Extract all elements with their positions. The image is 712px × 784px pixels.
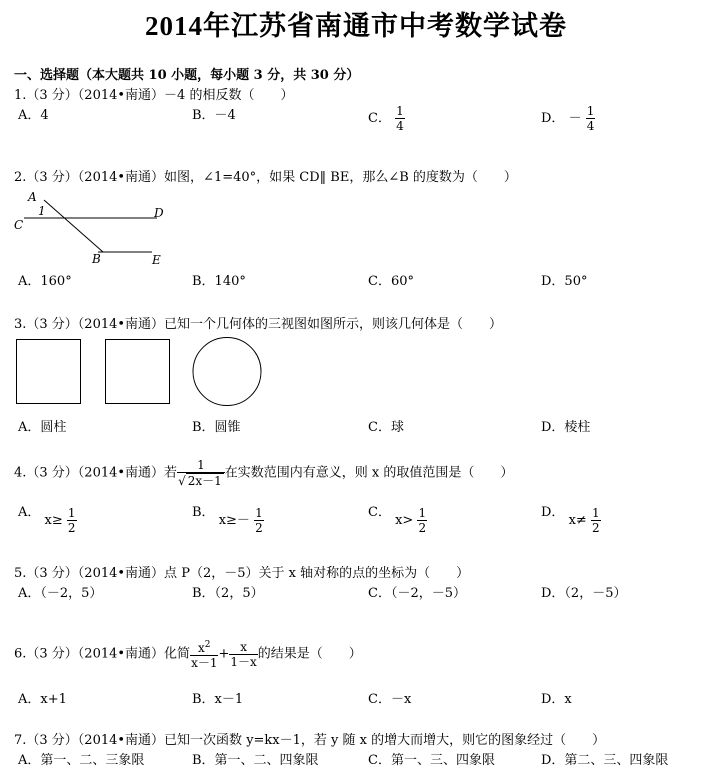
front-view-square xyxy=(17,340,81,404)
q4-c-expr: x> xyxy=(395,513,414,528)
label-b: B xyxy=(92,252,101,266)
q4-option-a xyxy=(18,498,77,535)
q2-option-a: A．160° xyxy=(18,274,72,289)
question-3-stem: 3.（3 分）（2014•南通）已知一个几何体的三视图如图所示，则该几何体是（ ） xyxy=(14,317,503,332)
label-a: A xyxy=(28,190,37,204)
q4-b-expr: x≥－ xyxy=(218,513,250,528)
q4-b-label: B． xyxy=(192,505,215,520)
q2-option-b: B．140° xyxy=(192,274,246,289)
q4-radical-fraction xyxy=(177,458,225,488)
q1-d-sign: － xyxy=(568,111,582,126)
label-1: 1 xyxy=(38,204,46,218)
q4-c-den: 2 xyxy=(418,521,427,535)
q4-c-label: C． xyxy=(368,505,391,520)
q1-c-num: 1 xyxy=(396,104,404,118)
q4-d-num: 1 xyxy=(591,506,600,520)
section-heading: 一、选择题（本大题共 10 小题，每小题 3 分，共 30 分） xyxy=(14,68,360,83)
exam-title: 2014年江苏省南通市中考数学试卷 xyxy=(145,11,567,41)
q5-option-d: D．（2，－5） xyxy=(541,586,627,601)
side-view-square xyxy=(106,340,170,404)
q4-option-b xyxy=(192,498,264,535)
q4-stem-post: 在实数范围内有意义，则 x 的取值范围是（ ） xyxy=(224,465,514,481)
q7-option-a: A．第一、二、三象限 xyxy=(18,753,145,768)
q4-radicand: 2x－1 xyxy=(187,474,222,488)
q1-d-den: 4 xyxy=(586,119,595,133)
q6-stem-post: 的结果是（ ） xyxy=(257,646,362,662)
transversal-ab xyxy=(44,200,103,252)
q6-stem-pre: 6.（3 分）（2014•南通）化简 xyxy=(14,646,191,662)
q3-option-d: D．棱柱 xyxy=(541,420,591,435)
q6-f2-den: 1－x xyxy=(230,654,257,669)
q1-d-label: D． xyxy=(541,111,565,126)
q4-b-fraction xyxy=(254,506,264,535)
q4-d-den: 2 xyxy=(591,521,600,535)
q6-fraction-1 xyxy=(190,638,218,670)
q4-d-label: D． xyxy=(541,505,565,520)
q4-a-num: 1 xyxy=(67,506,76,520)
q1-d-num: 1 xyxy=(586,104,595,118)
q2-figure xyxy=(12,188,172,268)
q6-option-d: D．x xyxy=(541,692,572,707)
q5-option-b: B．（2，5） xyxy=(192,586,264,601)
q4-c-fraction xyxy=(417,506,427,535)
q4-option-d xyxy=(541,498,601,535)
q1-option-a: A．4 xyxy=(18,108,49,123)
q4-frac-den: √ 2x－1 xyxy=(177,472,225,488)
q4-frac-num: 1 xyxy=(197,458,205,472)
q4-a-den: 2 xyxy=(67,521,76,535)
q1-option-b: B．－4 xyxy=(192,108,236,123)
q6-option-b: B．x－1 xyxy=(192,692,244,707)
q4-b-num: 1 xyxy=(255,506,263,520)
q4-c-num: 1 xyxy=(418,506,427,520)
q4-b-den: 2 xyxy=(255,521,263,535)
q7-option-b: B．第一、二、四象限 xyxy=(192,753,319,768)
question-4-stem xyxy=(14,458,513,488)
q4-a-expr: x≥ xyxy=(44,513,63,528)
question-7-stem: 7.（3 分）（2014•南通）已知一次函数 y=kx－1，若 y 随 x 的增大而增大，则它的图象经过（ ） xyxy=(14,733,606,748)
q3-option-c: C．球 xyxy=(368,420,404,435)
question-2-stem: 2.（3 分）（2014•南通）如图，∠1=40°，如果 CD‖ BE，那么∠B 的度数为（ ） xyxy=(14,170,517,185)
question-1-stem: 1.（3 分）（2014•南通）－4 的相反数（ ） xyxy=(14,88,294,103)
q6-f1-den: x－1 xyxy=(191,656,218,670)
top-view-circle xyxy=(193,338,261,406)
q1-c-label: C． xyxy=(368,111,391,126)
q6-option-c: C．－x xyxy=(368,692,412,707)
q6-fraction-2 xyxy=(229,640,257,669)
q4-d-expr: x≠ xyxy=(568,513,587,528)
q2-option-d: D．50° xyxy=(541,274,588,289)
q3-option-a: A．圆柱 xyxy=(18,420,67,435)
q4-a-fraction xyxy=(67,506,77,535)
q6-f1-exponent: 2 xyxy=(204,640,211,650)
q7-option-d: D．第二、三、四象限 xyxy=(541,753,669,768)
q2-option-c: C．60° xyxy=(368,274,414,289)
q5-option-c: C．（－2，－5） xyxy=(368,586,466,601)
label-d: D xyxy=(154,206,164,220)
q4-a-label: A． xyxy=(18,505,41,520)
q6-f2-num: x xyxy=(240,639,247,654)
q6-plus: + xyxy=(218,646,230,662)
q3-option-b: B．圆锥 xyxy=(192,420,241,435)
q4-option-c xyxy=(368,498,427,535)
q1-d-fraction xyxy=(586,104,596,133)
q7-option-c: C．第一、三、四象限 xyxy=(368,753,495,768)
question-5-stem: 5.（3 分）（2014•南通）点 P（2，－5）关于 x 轴对称的点的坐标为（ ） xyxy=(14,566,470,581)
q1-option-c xyxy=(368,104,405,133)
q1-c-den: 4 xyxy=(396,119,404,133)
q6-f1-num: $x^2$ xyxy=(198,640,211,655)
q1-option-d xyxy=(541,104,595,133)
label-e: E xyxy=(152,253,161,267)
q1-c-fraction xyxy=(395,104,405,133)
q3-three-views xyxy=(14,336,274,408)
q4-stem-pre: 4.（3 分）（2014•南通）若 xyxy=(14,465,178,481)
question-6-stem xyxy=(14,638,362,670)
label-c: C xyxy=(14,218,24,232)
q5-option-a: A．（－2，5） xyxy=(18,586,103,601)
q6-option-a: A．x+1 xyxy=(18,692,67,707)
q4-d-fraction xyxy=(591,506,601,535)
